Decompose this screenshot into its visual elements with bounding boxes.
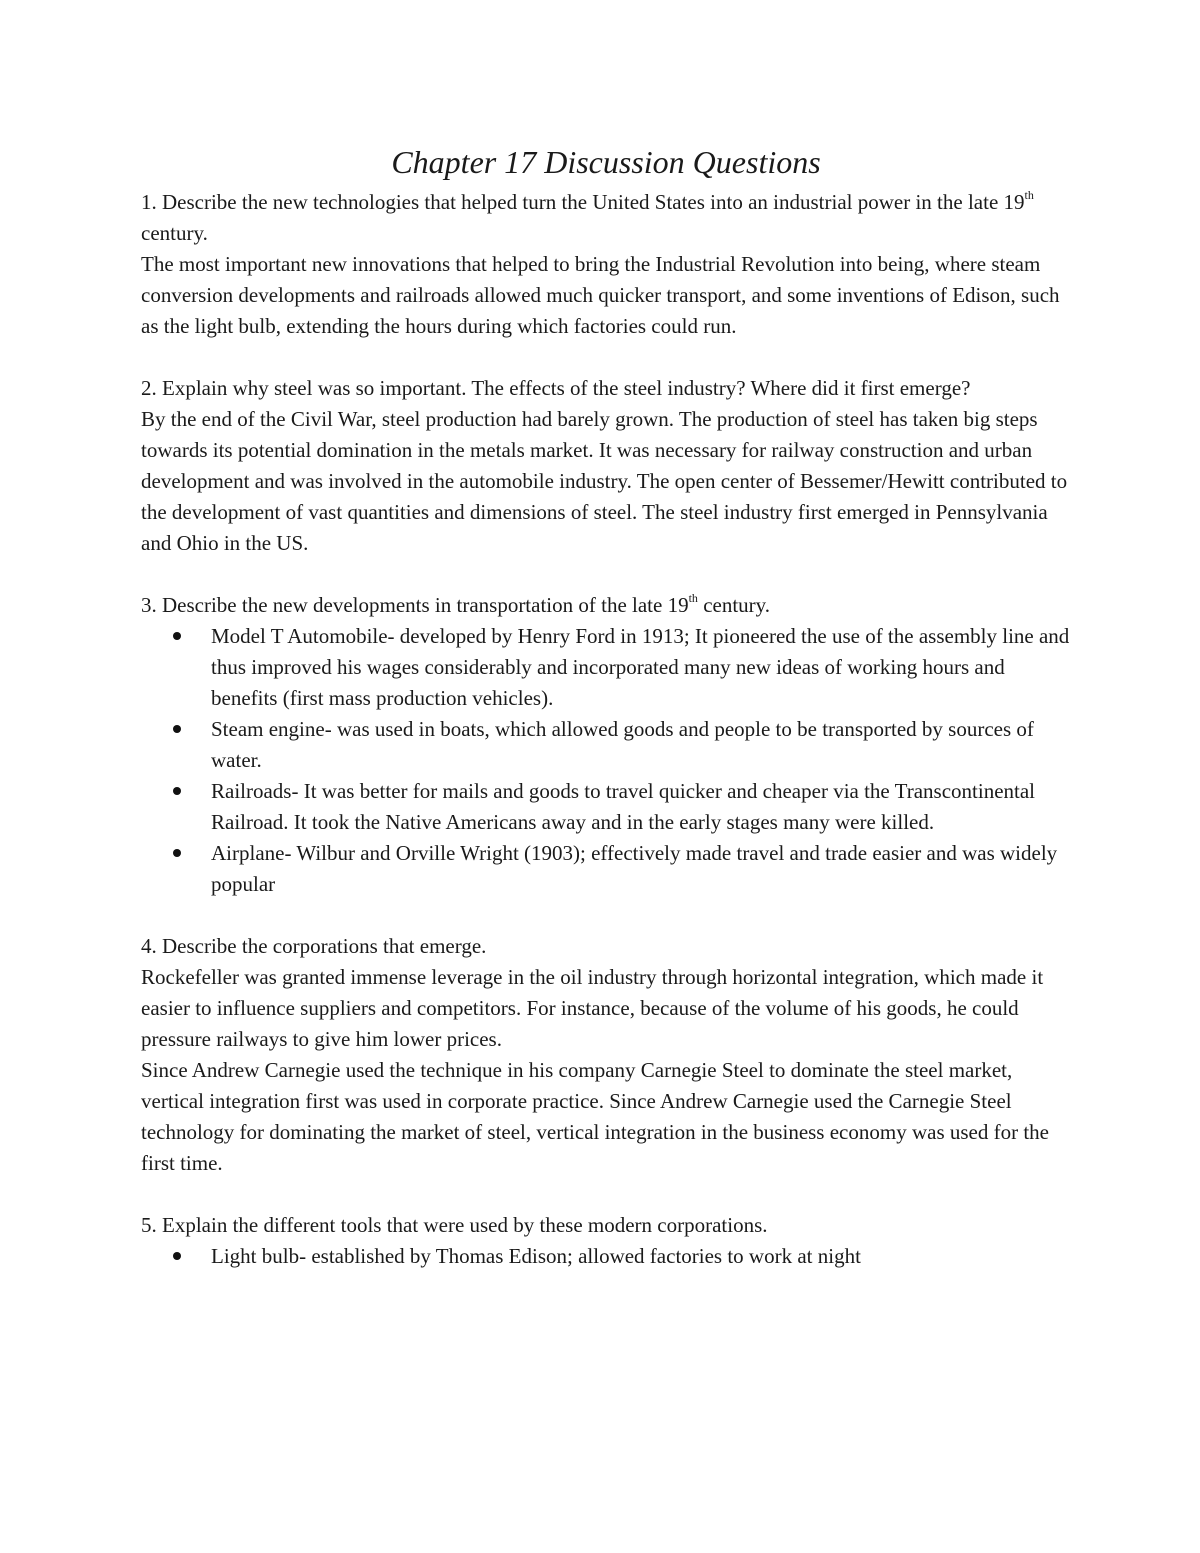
list-item: Steam engine- was used in boats, which allowed goods and people to be transported by sources of water. bbox=[211, 714, 1071, 776]
answer-4b: Since Andrew Carnegie used the technique in his company Carnegie Steel to dominate the steel market, vertical integration first was used in corporate practice. Since Andrew Carnegie used the Carnegie Steel technology for dominating the market of steel, vertical integration in the business economy was used for the first time. bbox=[141, 1058, 1050, 1175]
bullet-list-5 bbox=[141, 1241, 1071, 1272]
question-4: 4. Describe the corporations that emerge. bbox=[141, 934, 487, 958]
bullet-icon bbox=[173, 787, 181, 795]
answer-2: By the end of the Civil War, steel production had barely grown. The production of steel has taken big steps towards its potential domination in the metals market. It was necessary for railway construction and urban development and was involved in the automobile industry. The open center of Bessemer/Hewitt contributed to the development of vast quantities and dimensions of steel. The steel industry first emerged in Pennsylvania and Ohio in the US. bbox=[141, 407, 1068, 555]
list-item: Airplane- Wilbur and Orville Wright (1903); effectively made travel and trade easier and was widely popular bbox=[211, 838, 1071, 900]
answer-4a: Rockefeller was granted immense leverage in the oil industry through horizontal integration, which made it easier to influence suppliers and competitors. For instance, because of the volume of his goods, he could pressure railways to give him lower prices. bbox=[141, 965, 1044, 1051]
question-5: 5. Explain the different tools that were used by these modern corporations. bbox=[141, 1213, 768, 1237]
bullet-list-3 bbox=[141, 621, 1071, 900]
question-3: 3. Describe the new developments in transportation of the late 19th century. bbox=[141, 591, 771, 617]
bullet-icon bbox=[173, 1252, 181, 1260]
list-item: Railroads- It was better for mails and goods to travel quicker and cheaper via the Transcontinental Railroad. It took the Native Americans away and in the early stages many were killed. bbox=[211, 776, 1071, 838]
bullet-icon bbox=[173, 849, 181, 857]
list-item: Light bulb- established by Thomas Edison; allowed factories to work at night bbox=[211, 1241, 1071, 1272]
question-2: 2. Explain why steel was so important. The effects of the steel industry? Where did it first emerge? bbox=[141, 376, 971, 400]
document-page bbox=[141, 140, 1071, 1272]
bullet-icon bbox=[173, 632, 181, 640]
answer-1: The most important new innovations that helped to bring the Industrial Revolution into being, where steam conversion developments and railroads allowed much quicker transport, and some inventions of Edison, such as the light bulb, extending the hours during which factories could run. bbox=[141, 252, 1060, 338]
page-title: Chapter 17 Discussion Questions bbox=[391, 144, 821, 180]
question-1: 1. Describe the new technologies that helped turn the United States into an industrial power in the late 19th century. bbox=[141, 188, 1034, 245]
bullet-icon bbox=[173, 725, 181, 733]
list-item: Model T Automobile- developed by Henry Ford in 1913; It pioneered the use of the assembly line and thus improved his wages considerably and incorporated many new ideas of working hours and benefits (first mass production vehicles). bbox=[211, 621, 1071, 714]
